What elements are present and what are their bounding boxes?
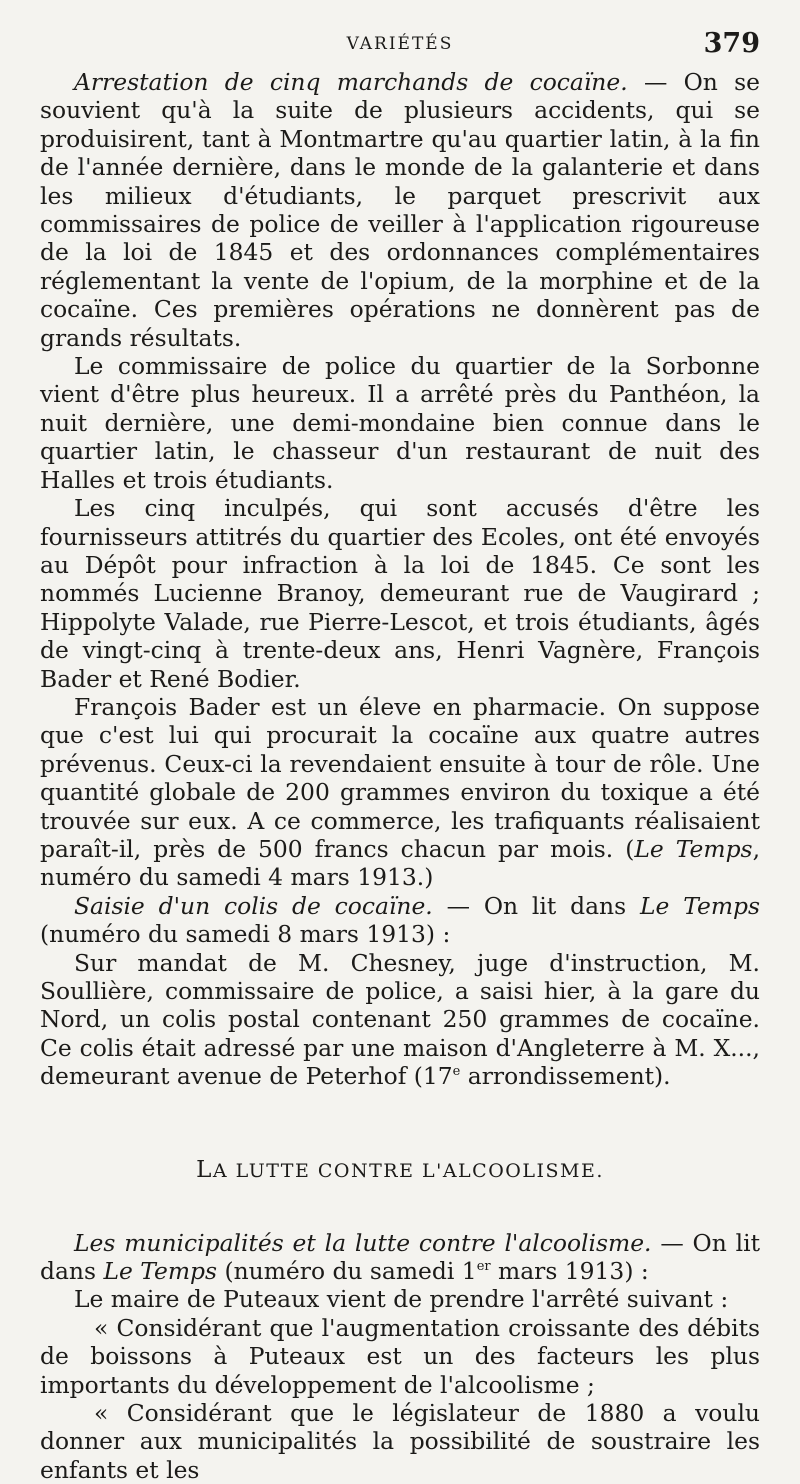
heading-initial: L [196,1156,213,1183]
page-number: 379 [703,28,760,59]
intro-text: — On lit dans [40,1228,760,1286]
heading-text: A [212,1159,229,1182]
intro-text: mars 1913) : [490,1257,649,1286]
article-cocaine-arrest-p4 [40,693,760,892]
article-cocaine-parcel-intro [40,892,760,949]
section-heading [40,1157,760,1183]
superscript: er [476,1259,491,1275]
intro-text: (numéro du samedi 1 [217,1257,477,1286]
article-title: Les municipalités et la lutte contre l'alcoolisme. [74,1228,652,1257]
article-municipalities-p1: Le maire de Puteaux vient de prendre l'arrêté suivant : [74,1285,729,1314]
article-cocaine-arrest-p1 [40,68,760,352]
paragraph-text: arrondissement). [460,1062,671,1091]
citation-source: Le Temps [634,834,753,863]
citation-open: ( [625,834,635,863]
intro-text: (numéro du samedi 8 mars 1913) : [40,920,451,949]
article-municipalities-p3: « Considérant que le législateur de 1880 a voulu donner aux municipalités la possibilité de soustraire les enfants et les [40,1399,760,1484]
citation-source: Le Temps [639,891,760,920]
running-title: VARIÉTÉS [346,34,454,54]
article-title: Arrestation de cinq marchands de cocaïne. [74,68,628,96]
article-cocaine-parcel-p1 [40,949,760,1091]
paragraph-text: — On se souvient qu'à la suite de plusieurs accidents, qui se produisirent, tant à Montmartre qu'au quartier latin, à la fin de l'année dernière, dans le monde de la galanterie et dans les milieux d'étudiants, le parquet prescrivit aux commissaires de police de veiller à l'application rigoureuse de la loi de 1845 et des ordonnances complémentaires réglementant la vente de l'opium, de la morphine et de la cocaïne. Ces premières opérations ne donnèrent pas de grands résultats. [40,68,760,352]
heading-text: LUTTE CONTRE L'ALCOOLISME. [235,1159,604,1182]
superscript: e [452,1064,461,1080]
article-cocaine-arrest-p3: Les cinq inculpés, qui sont accusés d'être les fournisseurs attitrés du quartier des Ecoles, ont été envoyés au Dépôt pour infraction à la loi de 1845. Ce sont les nommés Lucienne Branoy, demeurant rue de Vaugirard ; Hippolyte Valade, rue Pierre-Lescot, et trois étudiants, âgés de vingt-cinq à trente-deux ans, Henri Vagnère, François Bader et René Bodier. [40,494,760,693]
article-cocaine-arrest-p2: Le commissaire de police du quartier de la Sorbonne vient d'être plus heureux. Il a arrêté près du Panthéon, la nuit dernière, une demi-mondaine bien connue dans le quartier latin, le chasseur d'un restaurant de nuit des Halles et trois étudiants. [40,352,760,494]
article-municipalities-intro [40,1229,760,1286]
paragraph-text: François Bader est un éleve en pharmacie. On suppose que c'est lui qui procurait la cocaïne aux quatre autres prévenus. Ceux-ci la revendaient ensuite à tour de rôle. Une quantité globale de 200 grammes environ du toxique a été trouvée sur eux. A ce commerce, les trafiquants réalisaient paraît-il, près de 500 francs chacun par mois. [40,692,760,863]
article-title: Saisie d'un colis de cocaïne. [74,891,433,920]
citation-source: Le Temps [103,1257,218,1286]
paragraph-text: Sur mandat de M. Chesney, juge d'instruction, M. Soullière, commissaire de police, a saisi hier, à la gare du Nord, un colis postal contenant 250 grammes de cocaïne. Ce colis était adressé par une maison d'Angleterre à M. X..., demeurant avenue de Peterhof (17 [40,948,760,1091]
article-municipalities-p2: « Considérant que l'augmentation croissante des débits de boissons à Puteaux est un des facteurs les plus importants du développement de l'alcoolisme ; [40,1313,760,1399]
running-head [40,28,760,68]
citation-close: , numéro du samedi 4 mars 1913.) [40,834,760,892]
intro-text: — On lit dans [446,891,640,920]
